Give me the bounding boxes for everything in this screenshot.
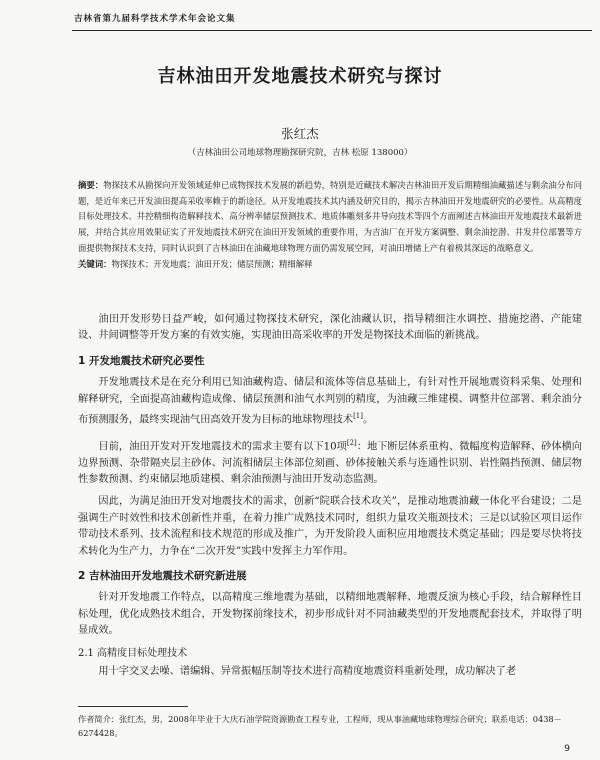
intro-paragraph: 油田开发形势日益严峻，如何通过物探技术研究，深化油藏认识，指导精细注水调控、措施挖潜、产能建设、井间调整等开发方案的有效实施，实现油田高采收率的开发是物探技术面临的新挑战。 (78, 314, 582, 342)
section-1-heading: 1 开发地震技术研究必要性 (78, 354, 205, 367)
section-2-paragraph-1: 针对开发地震工作特点，以高精度三维地震为基础，以精细地震解释、地震反演为核心手段，结合解释性目标处理，优化成熟技术组合，开发物探前缘技术，初步形成针对不同油藏类型的开发地震配套技术，并取得了明显成效。 (78, 592, 582, 637)
header-rule (72, 30, 592, 31)
abstract (78, 178, 582, 272)
abstract-label: 摘要： (78, 180, 104, 190)
author-affiliation: （吉林油田公司地球物理勘探研究院，吉林 松原 138000） (187, 148, 413, 158)
abstract-text: 物探技术从勘探向开发领域延伸已成物探技术发展的新趋势，特别是近藏技术解决吉林油田开发后期精细油藏描述与剩余油分布问题，是近年来已开发油田提高采收率赖于的新途径。从开发地震技术其内涵及研究目的，揭示吉林油田开发地震研究的必要性。从高精度目标处理技术、井控精细构造解释技术、高分辨率储层预测技术、地质体雕刻多井导向技术等四个方面阐述吉林油田开发地震技术最新进展，并结合其应用效果证实了开发地震技术研究在油田开发领域的重要作用，为吉油厂在开发方案调整、剩余油挖潜、井发井位部署等方面提供物探技术支持，同时认识到了吉林油田在油藏地球物理方面仍需发展空间，对油田增储上产有着极其深远的战略意义。 (78, 180, 582, 253)
page-number: 9 (564, 744, 570, 754)
s1-p1-text: 开发地震技术是在充分利用已知油藏构造、储层和流体等信息基础上，有针对性开展地震资料采集、处理和解释研究，全面提高油藏构造成像、储层预测和油气水判别的精度，为油藏三维建模、调整井位部署、剩余油分布预测服务，最终实现油气田高效开发为目标的地球物理技术 (78, 377, 582, 426)
s1-p2-text: 目前，油田开发对开发地震技术的需求主要有以下10项 (98, 441, 347, 453)
s1-p2-end: ：地下断层体系重构、微幅度构造解释、砂体横向边界预测、杂带隔夹层主砂体、河流相储层主体部位刻画、砂体接触关系与连通性识别、岩性隔挡预测、储层物性参数预测、约束储层地质建模、剩余油预测与油田开发动态监测。 (78, 441, 582, 486)
s1-p1-end: 。 (362, 414, 374, 426)
footnote-rule (78, 706, 188, 707)
citation-1: [1] (353, 412, 363, 421)
keywords-text: 物探技术；开发地震；油田开发；储层预测；精细解释 (111, 258, 313, 269)
author-name: 张红杰 (281, 126, 319, 141)
body-text (78, 312, 582, 687)
citation-2: [2] (346, 438, 357, 447)
author-footnote: 作者简介：张红杰，男，2008年毕业于大庆石油学院资源勘查工程专业，工程师，现从事油藏地球物理综合研究；联系电话：0438－6274428。 (78, 714, 562, 738)
section-2-1-paragraph-1: 用十字交叉去噪、谱编辑、异常振幅压制等技术进行高精度地震资料重新处理，成功解决了老 (98, 666, 517, 678)
section-2-1-heading: 2.1 高精度目标处理技术 (78, 647, 188, 659)
section-1-paragraph-2 (78, 435, 582, 489)
section-1-paragraph-3: 因此，为满足油田开发对地震技术的需求，创新“院联合技术攻关”，是推动地震油藏一体化平台建设；二是强调生产时效性和技术创新性并重，在着力推广成熟技术同时，组织力量攻关瓶颈技术；三是以试验区项目运作带动技术系列、技术流程和技术规范的形成及推广，为开发阶段人面积应用地震技术奠定基础；四是要尽快将技术转化为生产力，力争在“二次开发”实践中发挥主力军作用。 (78, 496, 582, 557)
paper-title: 吉林油田开发地震技术研究与探讨 (157, 66, 443, 87)
journal-header: 吉林省第九届科学技术学术年会论文集 (74, 14, 236, 24)
section-2-heading: 2 吉林油田开发地震技术研究新进展 (78, 570, 247, 583)
keywords-label: 关键词： (78, 258, 112, 269)
section-1-paragraph-1 (78, 375, 582, 429)
